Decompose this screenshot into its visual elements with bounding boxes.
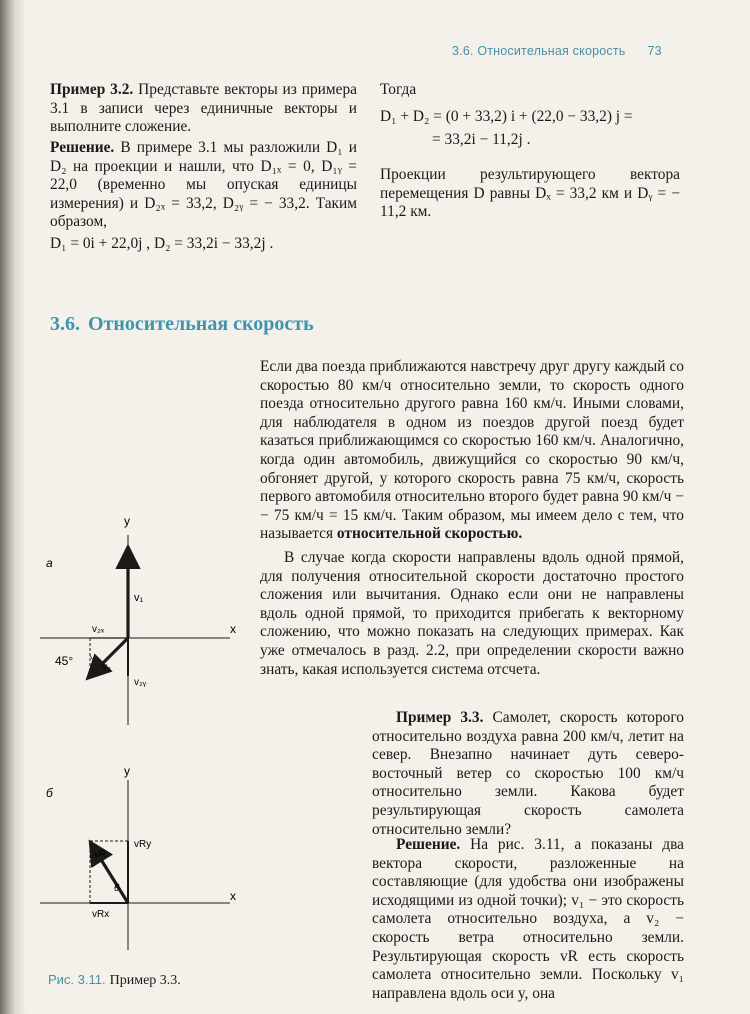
book-gutter — [16, 0, 26, 1014]
figure-3-11 — [30, 505, 290, 975]
example-3-3-title: Пример 3.3. — [396, 709, 484, 726]
section-name: Относительная скорость — [88, 313, 314, 335]
theta-label: θ — [114, 883, 120, 894]
panel-a-label: а — [46, 556, 53, 570]
example-title: Пример 3.2. — [50, 81, 134, 98]
header-section: 3.6. Относительная скорость — [452, 44, 626, 58]
section-title — [50, 313, 314, 336]
paragraph-1 — [260, 358, 684, 544]
v2x-label: v₂ₓ — [92, 624, 105, 635]
running-header — [452, 44, 662, 58]
then-label: Тогда — [380, 81, 417, 98]
page-number: 73 — [647, 44, 662, 58]
paragraph-1-text: Если два поезда приближаются навстречу друг другу каждый со скоростью 80 км/ч относительно земли, то скорость одного поезда относительно другого равна 160 км/ч. Иными словами, для наблюдателя в одном из поездов другой поезд будет казаться приближающимся со скоростью 160 км/ч. Аналогично, когда один автомобиль, движущийся со скоростью 90 км/ч, обгоняет другой, у которого скорость равна 75 км/ч, скорость первого автомобиля относительно второго будет равна 90 км/ч − − 75 км/ч = 15 км/ч. Таким образом, мы имеем дело с тем, что называется — [260, 358, 684, 543]
example-3-2 — [50, 81, 357, 137]
v2y-label: v₂ᵧ — [134, 677, 147, 688]
equation-sum-result: = 33,2i − 11,2j . — [432, 131, 531, 148]
vRy-label: vRy — [134, 839, 152, 850]
solution-3-3-text: На рис. 3.11, а показаны два вектора скорости, разложенные на составляющие (для удобства они изображены исходящими из одной точки); v₁ − это скорость самолета относительно воздуха, а v₂ − скорость ветра относительно земли. Результирующая скорость vR есть скорость самолета относительно земли. Поскольку v₁ направлена вдоль оси y, она — [372, 836, 684, 1002]
result-text: Проекции результирующего вектора перемещения D равны Dₓ = 33,2 км и Dᵧ = − 11,2 км. — [380, 166, 680, 221]
v1-label: v₁ — [134, 592, 144, 604]
vRx-label: vRx — [92, 909, 110, 920]
solution-3-3-title: Решение. — [396, 836, 461, 853]
example-3-3-text: Самолет, скорость которого относительно воздуха равна 200 км/ч, летит на север. Внезапно начинает дуть северо-восточный ветер со скоростью 100 км/ч относительно земли. Какова будет результирующая скорость самолета относительно земли? — [372, 709, 684, 838]
section-number: 3.6. — [50, 313, 80, 335]
equation-sum: D₁ + D₂ = (0 + 33,2) i + (22,0 − 33,2) j = — [380, 108, 633, 125]
panel-b — [40, 764, 236, 950]
solution-text: В примере 3.1 мы разложили D₁ и D₂ на проекции и нашли, что D₁ₓ = 0, D₁ᵧ = 22,0 (временно мы опуская единицы измерения) и D₂ₓ = 33,2, D₂ᵧ = − 33,2. Таким образом, — [50, 139, 357, 231]
relative-velocity-term: относительной скоростью. — [336, 525, 523, 543]
panel-b-label: б — [46, 786, 53, 800]
figure-caption — [48, 972, 181, 989]
equation-d1-d2: D₁ = 0i + 22,0j , D₂ = 33,2i − 33,2j . — [50, 235, 274, 252]
solution-3-3 — [372, 836, 684, 1003]
solution-title: Решение. — [50, 139, 115, 156]
solution-3-2 — [50, 139, 357, 232]
example-text: Представьте векторы из примера 3.1 в записи через единичные векторы и выполните сложение. — [50, 81, 357, 136]
caption-text: Пример 3.3. — [109, 973, 181, 988]
paragraph-2: В случае когда скорости направлены вдоль одной прямой, для получения относительной скорости достаточно простого сложения или вычитания. Однако если они не направлены вдоль одной прямой, то приходится прибегать к векторному сложению, что можно показать на следующих примерах. Как уже отмечалось в разд. 2.2, при определении скорости важно знать, какая используется система отсчета. — [260, 549, 684, 678]
caption-figure-number: Рис. 3.11. — [48, 972, 106, 987]
vR-label: vR — [94, 849, 107, 860]
y-label-a: y — [124, 514, 130, 528]
v2-label: v₂ — [102, 662, 111, 673]
y-label-b: y — [124, 764, 130, 778]
x-label-b: x — [230, 889, 236, 903]
panel-a — [40, 514, 236, 725]
angle-arc — [90, 655, 102, 665]
book-spine-shadow — [0, 0, 16, 1014]
x-label-a: x — [230, 622, 236, 636]
example-3-3 — [372, 709, 684, 839]
angle-45-label: 45° — [55, 654, 74, 668]
